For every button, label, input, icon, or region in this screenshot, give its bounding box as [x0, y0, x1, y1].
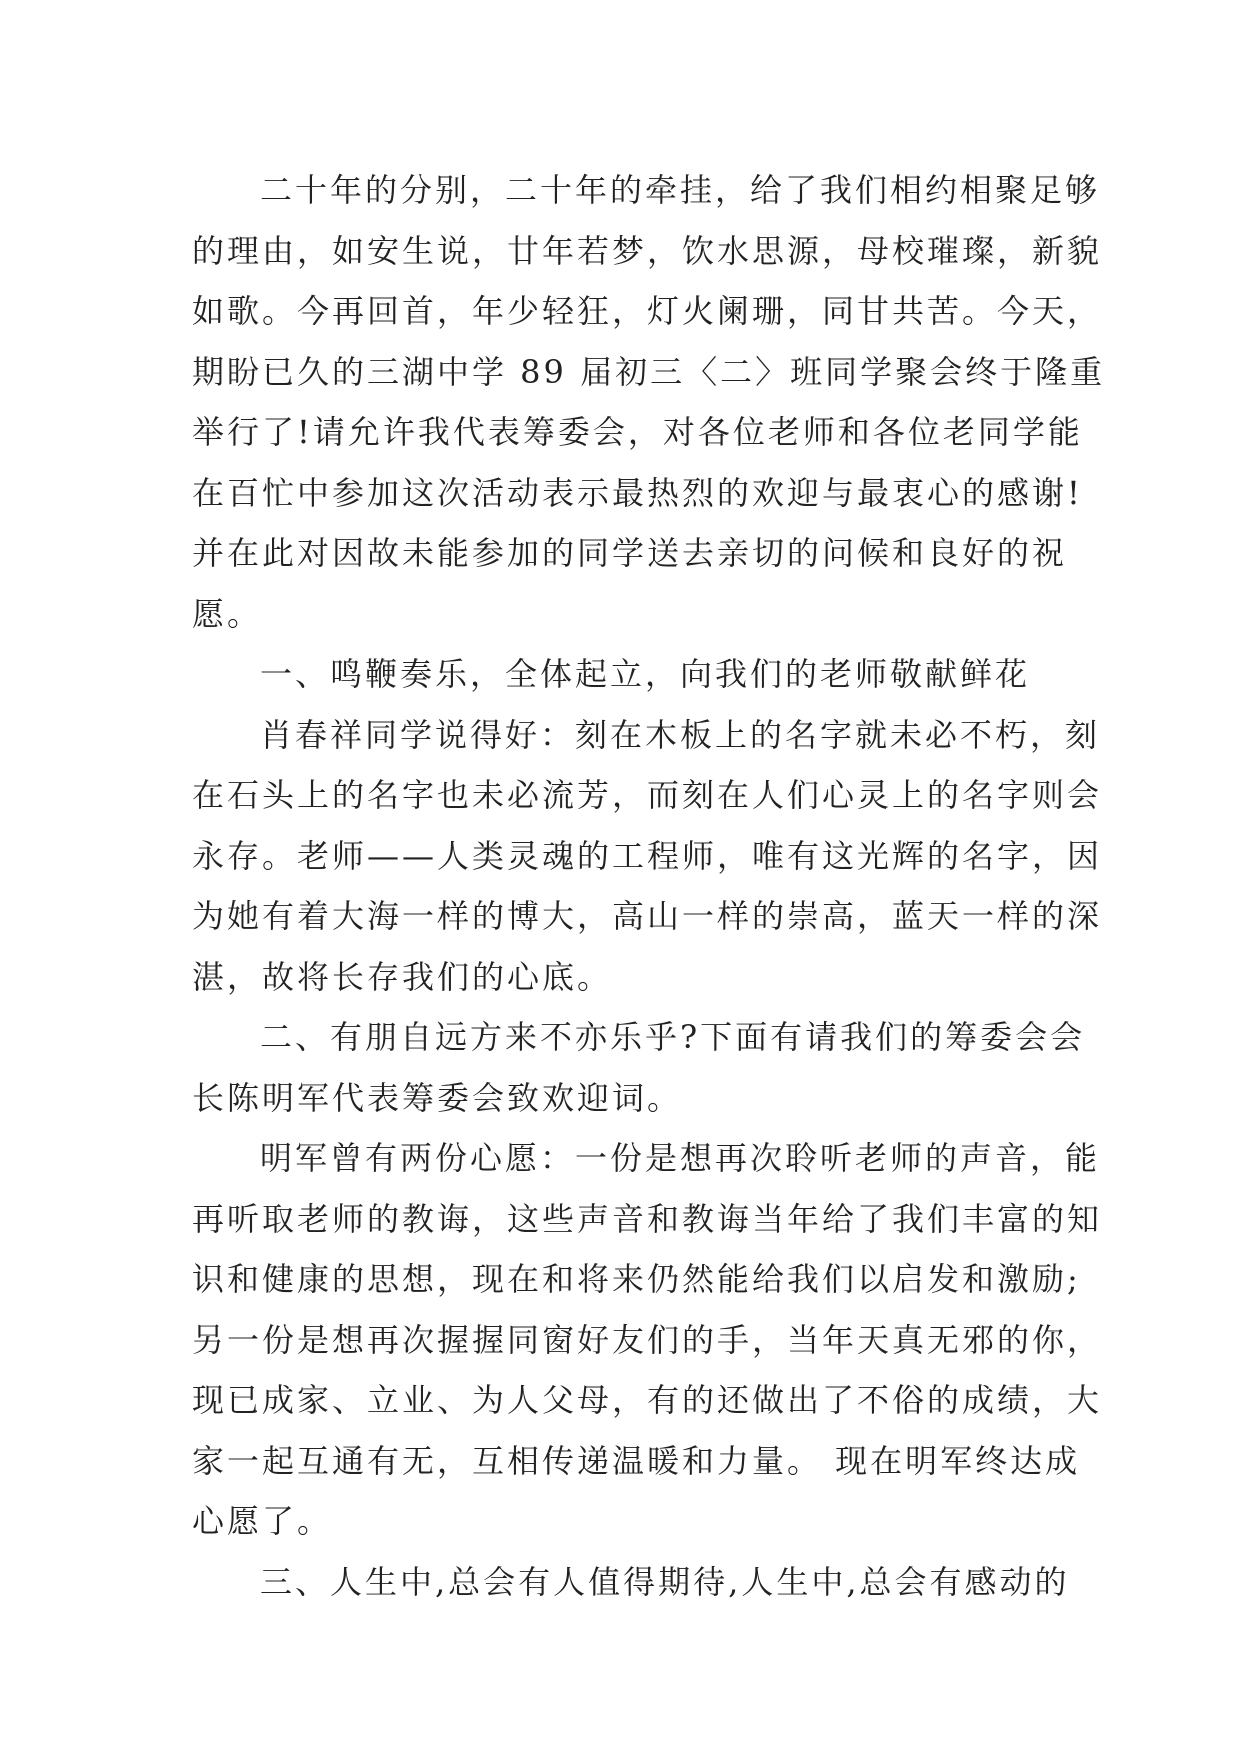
text-line: 愿。	[192, 594, 263, 633]
text-line: 明军曾有两份心愿：一份是想再次聆听老师的声音，能	[260, 1139, 1101, 1177]
text-line: 在石头上的名字也未必流芳，而刻在人们心灵上的名字则会	[192, 776, 1103, 814]
text-line: 心愿了。	[192, 1502, 333, 1540]
text-line: 二、有朋自远方来不亦乐乎?下面有请我们的筹委会会	[260, 1018, 1086, 1056]
text-line: 三、人生中,总会有人值得期待,人生中,总会有感动的	[260, 1562, 1070, 1601]
text-line: 一、鸣鞭奏乐，全体起立，向我们的老师敬献鲜花	[260, 655, 1031, 693]
text-line: 再听取老师的教诲，这些声音和教诲当年给了我们丰富的知	[192, 1199, 1103, 1238]
text-line: 举行了!请允许我代表筹委会，对各位老师和各位老同学能	[192, 413, 1083, 451]
text-line: 另一份是想再次握握同窗好友们的手，当年天真无邪的你，	[192, 1320, 1103, 1359]
text-line: 识和健康的思想，现在和将来仍然能给我们以启发和激励;	[192, 1260, 1081, 1298]
text-line: 为她有着大海一样的博大，高山一样的崇高，蓝天一样的深	[192, 897, 1103, 935]
text-line: 现已成家、立业、为人父母，有的还做出了不俗的成绩，大	[192, 1381, 1103, 1419]
text-line: 永存。老师——人类灵魂的工程师，唯有这光辉的名字，因	[192, 836, 1103, 875]
text-line: 在百忙中参加这次活动表示最热烈的欢迎与最衷心的感谢!	[192, 473, 1083, 512]
text-line: 家一起互通有无，互相传递温暖和力量。 现在明军终达成	[192, 1441, 1081, 1480]
text-line: 期盼已久的三湖中学 89 届初三〈二〉班同学聚会终于隆重	[192, 352, 1106, 391]
document-body	[192, 160, 1106, 1612]
text-line: 二十年的分别，二十年的牵挂，给了我们相约相聚足够	[260, 171, 1101, 209]
text-line: 湛，故将长存我们的心底。	[192, 957, 613, 996]
text-line: 的理由，如安生说，廿年若梦，饮水思源，母校璀璨，新貌	[192, 231, 1103, 270]
text-line: 如歌。今再回首，年少轻狂，灯火阑珊，同甘共苦。今天，	[192, 292, 1103, 330]
text-line: 长陈明军代表筹委会致欢迎词。	[192, 1078, 683, 1117]
text-line: 肖春祥同学说得好：刻在木板上的名字就未必不朽，刻	[260, 715, 1101, 754]
text-line: 并在此对因故未能参加的同学送去亲切的问候和良好的祝	[192, 534, 1068, 572]
